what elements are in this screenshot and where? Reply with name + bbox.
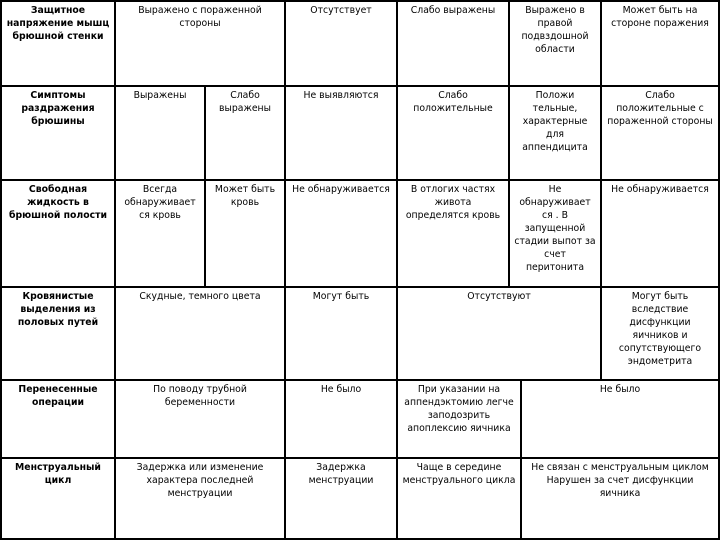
row-header-peritoneal-symptoms: Симптомы раздражения брюшины bbox=[0, 85, 116, 181]
cell-r4-c4: Могут быть вследствие дисфункции яичников и сопутствующего эндометрита bbox=[600, 286, 720, 381]
cell-r2-c1: Выражены bbox=[114, 85, 206, 181]
cell-r3-c1: Всегда обнаруживает ся кровь bbox=[114, 179, 206, 288]
row-header-bloody-discharge: Кровянистые выделения из половых путей bbox=[0, 286, 116, 381]
cell-r5-c3: При указании на аппендэктомию легче заподозрить апоплексию яичника bbox=[396, 379, 522, 459]
cell-r2-c3: Не выявляются bbox=[284, 85, 398, 181]
cell-r6-c4: Не связан с менструальным циклом Нарушен за счет дисфункции яичника bbox=[520, 457, 720, 540]
cell-r6-c1: Задержка или изменение характера последней менструации bbox=[114, 457, 286, 540]
cell-r3-c2: Может быть кровь bbox=[204, 179, 286, 288]
cell-r2-c4: Слабо положительные bbox=[396, 85, 510, 181]
cell-r3-c6: Не обнаруживается bbox=[600, 179, 720, 288]
cell-r1-c5: Может быть на стороне поражения bbox=[600, 0, 720, 87]
cell-r1-c1: Выражено с пораженной стороны bbox=[114, 0, 286, 87]
cell-r2-c5: Положи тельные, характерные для аппендицита bbox=[508, 85, 602, 181]
cell-r1-c3: Слабо выражены bbox=[396, 0, 510, 87]
cell-r3-c3: Не обнаруживается bbox=[284, 179, 398, 288]
cell-r4-c3: Отсутствуют bbox=[396, 286, 602, 381]
cell-r5-c4: Не было bbox=[520, 379, 720, 459]
cell-r5-c1: По поводу трубной беременности bbox=[114, 379, 286, 459]
cell-r3-c5: Не обнаруживает ся . В запущенной стадии выпот за счет перитонита bbox=[508, 179, 602, 288]
cell-r6-c3: Чаще в середине менструального цикла bbox=[396, 457, 522, 540]
cell-r3-c4: В отлогих частях живота определятся кровь bbox=[396, 179, 510, 288]
row-header-free-fluid: Свободная жидкость в брюшной полости bbox=[0, 179, 116, 288]
cell-r5-c2: Не было bbox=[284, 379, 398, 459]
cell-r2-c6: Слабо положительные с пораженной стороны bbox=[600, 85, 720, 181]
row-header-prior-surgery: Перенесенные операции bbox=[0, 379, 116, 459]
cell-r6-c2: Задержка менструации bbox=[284, 457, 398, 540]
row-header-abdominal-wall: Защитное напряжение мышц брюшной стенки bbox=[0, 0, 116, 87]
cell-r1-c4: Выражено в правой подвздошной области bbox=[508, 0, 602, 87]
cell-r1-c2: Отсутствует bbox=[284, 0, 398, 87]
row-header-menstrual-cycle: Менструальный цикл bbox=[0, 457, 116, 540]
cell-r2-c2: Слабо выражены bbox=[204, 85, 286, 181]
cell-r4-c1: Скудные, темного цвета bbox=[114, 286, 286, 381]
cell-r4-c2: Могут быть bbox=[284, 286, 398, 381]
